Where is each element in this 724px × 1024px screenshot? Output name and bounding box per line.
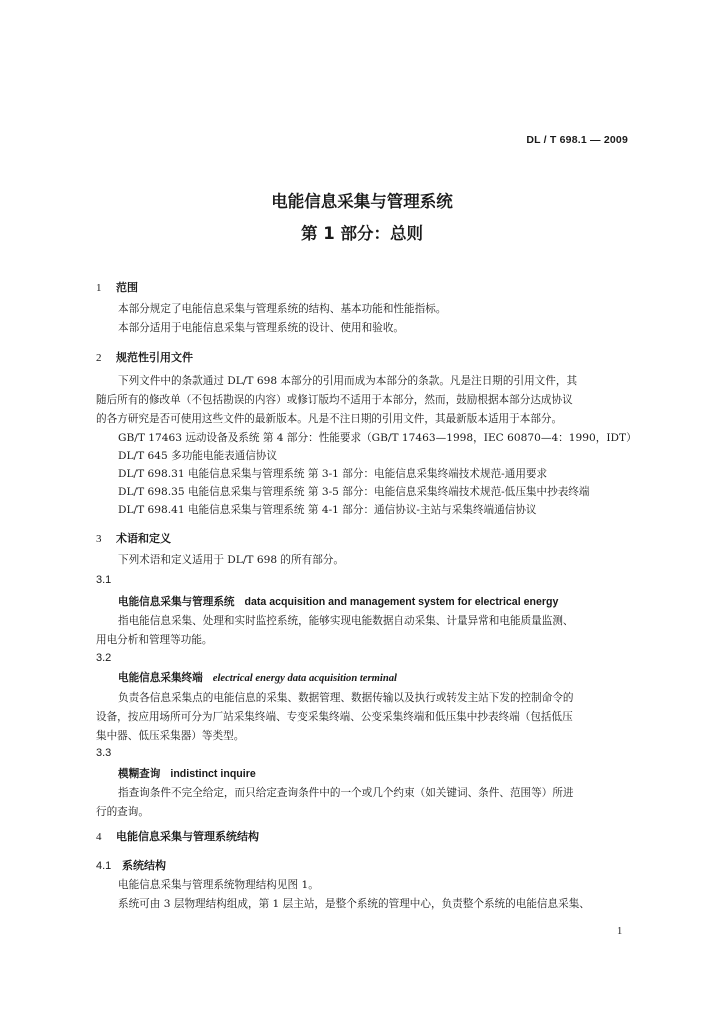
paragraph: 本部分规定了电能信息采集与管理系统的结构、基本功能和性能指标。 — [118, 303, 447, 315]
paragraph-line: 下列文件中的条款通过 DL/T 698 本部分的引用而成为本部分的条款。凡是注日期的引用文件，其 — [118, 375, 578, 387]
reference-item: DL/T 698.41 电能信息采集与管理系统 第 4-1 部分：通信协议-主站与采集终端通信协议 — [118, 504, 537, 516]
term-en: data acquisition and management system for electrical energy — [244, 596, 559, 608]
term-en: electrical energy data acquisition terminal — [212, 673, 397, 684]
section-2-heading — [96, 349, 193, 365]
definition-line: 指查询条件不完全给定，而只给定查询条件中的一个或几个约束（如关键词、条件、范围等）所进 — [118, 787, 574, 799]
section-title: 规范性引用文件 — [116, 351, 193, 364]
reference-item: DL/T 645 多功能电能表通信协议 — [118, 450, 278, 462]
definition-line: 集中器、低压采集器）等类型。 — [96, 730, 245, 742]
section-1-heading — [96, 279, 138, 295]
term-title — [118, 594, 558, 609]
paragraph: 下列术语和定义适用于 DL/T 698 的所有部分。 — [118, 554, 344, 566]
section-title: 范围 — [116, 281, 138, 294]
term-title — [118, 766, 256, 781]
paragraph-line: 电能信息采集与管理系统物理结构见图 1。 — [118, 879, 319, 891]
definition-line: 用电分析和管理等功能。 — [96, 634, 213, 646]
term-number: 3.3 — [96, 747, 112, 759]
subsection-number: 4.1 — [96, 860, 112, 872]
term-number: 3.2 — [96, 652, 112, 664]
subsection-title: 系统结构 — [122, 859, 166, 872]
section-title: 电能信息采集与管理系统结构 — [116, 830, 259, 843]
definition-line: 负责各信息采集点的电能信息的采集、数据管理、数据传输以及执行或转发主站下发的控制命令的 — [118, 692, 574, 704]
paragraph-line: 系统可由 3 层物理结构组成，第 1 层主站，是整个系统的管理中心，负责整个系统的电能信息采集、 — [118, 898, 590, 910]
definition-line: 设备，按应用场所可分为厂站采集终端、专变采集终端、公变采集终端和低压集中抄表终端（包括低压 — [96, 711, 573, 723]
reference-item: DL/T 698.35 电能信息采集与管理系统 第 3-5 部分：电能信息采集终端技术规范-低压集中抄表终端 — [118, 486, 590, 498]
term-en: indistinct inquire — [170, 768, 256, 780]
term-zh: 电能信息采集终端 — [118, 672, 203, 684]
reference-item: GB/T 17463 远动设备及系统 第 4 部分：性能要求（GB/T 17463—1998，IEC 60870—4：1990，IDT） — [118, 432, 637, 444]
document-title: 电能信息采集与管理系统 — [271, 192, 453, 211]
reference-item: DL/T 698.31 电能信息采集与管理系统 第 3-1 部分：电能信息采集终端技术规范-通用要求 — [118, 468, 548, 480]
definition-line: 行的查询。 — [96, 806, 149, 818]
section-number: 3 — [96, 533, 102, 545]
paragraph-line: 随后所有的修改单（不包括勘误的内容）或修订版均不适用于本部分，然而，鼓励根据本部分达成协议 — [96, 394, 573, 406]
paragraph-line: 的各方研究是否可使用这些文件的最新版本。凡是不注日期的引用文件，其最新版本适用于本部分。 — [96, 413, 563, 425]
page-number: 1 — [617, 926, 623, 937]
section-3-heading — [96, 530, 171, 546]
term-zh: 模糊查询 — [118, 768, 161, 780]
paragraph: 本部分适用于电能信息采集与管理系统的设计、使用和验收。 — [118, 322, 405, 334]
definition-line: 指电能信息采集、处理和实时监控系统，能够实现电能数据自动采集、计量异常和电能质量监测、 — [118, 615, 574, 627]
section-number: 4 — [96, 831, 102, 843]
section-4-heading — [96, 828, 259, 844]
term-title — [118, 670, 397, 685]
section-number: 1 — [96, 282, 102, 294]
term-number: 3.1 — [96, 574, 112, 586]
standard-number: DL / T 698.1 — 2009 — [526, 134, 628, 146]
subsection-4-1-heading — [96, 857, 166, 873]
term-zh: 电能信息采集与管理系统 — [118, 596, 235, 608]
document-subtitle: 第 1 部分：总则 — [301, 224, 423, 243]
section-number: 2 — [96, 352, 102, 364]
section-title: 术语和定义 — [116, 532, 171, 545]
